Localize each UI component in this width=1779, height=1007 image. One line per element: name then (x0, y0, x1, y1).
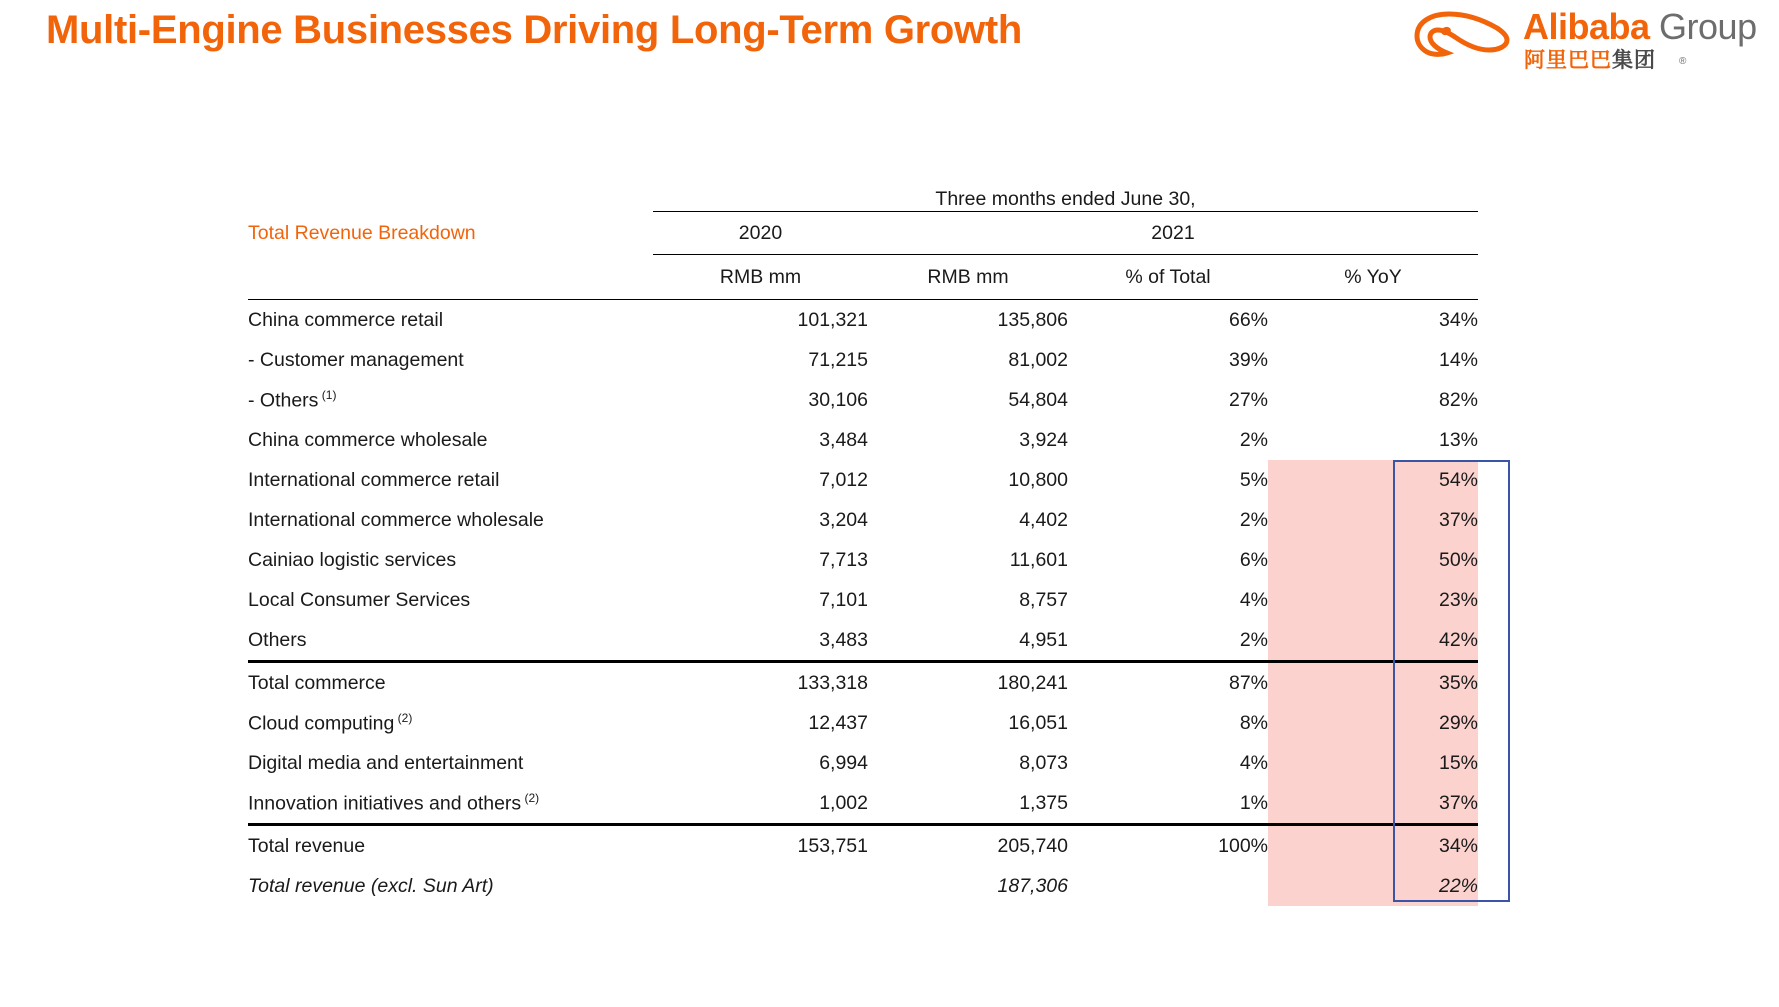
cell-pct-yoy: 13% (1438, 428, 1478, 451)
cell-pct-of-total: 4% (1239, 588, 1268, 611)
row-label: Others (248, 620, 653, 662)
table-row (248, 340, 1478, 380)
row-label: Cloud computing $^{(2)}$ (248, 710, 413, 735)
table-row (248, 500, 1478, 540)
cell-2020: 3,204 (819, 508, 868, 531)
cell-pct-of-total: 2% (1239, 508, 1268, 531)
cell-2021: 1,375 (868, 783, 1068, 825)
alibaba-group-logo (1411, 4, 1761, 70)
table-row (248, 620, 1478, 662)
cell-pct-yoy: 42% (1268, 620, 1478, 662)
table-row (248, 703, 1478, 743)
cell-pct-of-total: 87% (1228, 671, 1268, 694)
cell-2021: 10,800 (1008, 468, 1068, 491)
cell-pct-of-total: 6% (1239, 548, 1268, 571)
cell-2021: 135,806 (997, 308, 1068, 331)
table-row (248, 866, 1478, 906)
cell-2020: 3,483 (653, 620, 868, 662)
unit-pct-yoy: % YoY (1268, 255, 1478, 300)
cell-pct-yoy: 23% (1268, 580, 1478, 620)
table-row (248, 420, 1478, 460)
cell-pct-of-total (1068, 866, 1268, 906)
table-row (248, 580, 1478, 620)
year-2021-header: 2021 (868, 212, 1478, 255)
cell-2020: 12,437 (808, 711, 868, 734)
cell-pct-of-total: 2% (1068, 620, 1268, 662)
alibaba-mark-icon (1411, 10, 1519, 62)
cell-2021: 180,241 (997, 671, 1068, 694)
cell-2020: 7,101 (819, 588, 868, 611)
row-label: Total revenue (excl. Sun Art) (248, 874, 494, 897)
row-label: Total commerce (248, 671, 386, 694)
cell-pct-of-total: 2% (1239, 428, 1268, 451)
table-row (248, 743, 1478, 783)
row-label: International commerce wholesale (248, 508, 544, 531)
row-label: China commerce wholesale (248, 428, 488, 451)
cell-pct-of-total: 66% (1228, 308, 1268, 331)
table-header-units (248, 255, 1478, 300)
cell-pct-yoy: 22% (1268, 866, 1478, 906)
cell-2020: 7,713 (819, 548, 868, 571)
logo-chinese-dark: 集团 (1612, 49, 1656, 72)
page-title: Multi-Engine Businesses Driving Long-Term Growth (46, 8, 1023, 52)
row-label: Innovation initiatives and others $^{(2)}$ (248, 783, 653, 825)
cell-2021: 11,601 (1009, 548, 1068, 571)
unit-rmb-2020: RMB mm (653, 255, 868, 300)
cell-2021: 8,757 (1019, 588, 1068, 611)
row-label: Digital media and entertainment (248, 751, 524, 774)
table-row (248, 380, 1478, 420)
table-row (248, 540, 1478, 580)
table-body (248, 300, 1478, 907)
footnote-marker: (1) (318, 387, 337, 402)
unit-pct-of-total: % of Total (1068, 255, 1268, 300)
cell-2020: 71,215 (808, 348, 868, 371)
cell-pct-of-total: 5% (1239, 468, 1268, 491)
cell-2021: 3,924 (1019, 428, 1068, 451)
cell-2020: 153,751 (797, 834, 868, 857)
logo-name-sub: Group (1659, 6, 1757, 47)
row-label: - Others $^{(1)}$ (248, 387, 337, 412)
cell-2020: 3,484 (819, 428, 868, 451)
cell-pct-yoy: 82% (1438, 388, 1478, 411)
cell-pct-yoy: 34% (1268, 825, 1478, 867)
cell-2020: 133,318 (797, 671, 868, 694)
unit-rmb-2021: RMB mm (868, 255, 1068, 300)
cell-2020: 30,106 (808, 388, 868, 411)
cell-pct-of-total: 1% (1068, 783, 1268, 825)
cell-pct-of-total: 100% (1218, 834, 1268, 857)
logo-chinese-name (1524, 44, 1656, 74)
cell-pct-yoy: 34% (1438, 308, 1478, 331)
cell-2021: 54,804 (1008, 388, 1068, 411)
table-row (248, 825, 1478, 867)
cell-2021: 4,951 (868, 620, 1068, 662)
registered-mark: ® (1679, 56, 1687, 67)
footnote-marker: (2) (394, 710, 413, 725)
cell-2021: 16,051 (1008, 711, 1068, 734)
table-header-years (248, 212, 1478, 255)
cell-pct-yoy: 50% (1268, 540, 1478, 580)
cell-2020 (653, 866, 868, 906)
row-label: International commerce retail (248, 468, 500, 491)
cell-pct-of-total: 4% (1239, 751, 1268, 774)
cell-2021: 205,740 (997, 834, 1068, 857)
cell-pct-yoy: 35% (1268, 662, 1478, 704)
cell-2020: 1,002 (653, 783, 868, 825)
period-header: Three months ended June 30, (653, 188, 1478, 212)
row-label: Total revenue (248, 834, 366, 857)
logo-name-main: Alibaba (1523, 6, 1650, 47)
slide-header (0, 0, 1779, 86)
cell-pct-yoy: 37% (1268, 500, 1478, 540)
cell-2021: 4,402 (1019, 508, 1068, 531)
cell-2020: 6,994 (819, 751, 868, 774)
cell-pct-yoy: 37% (1268, 783, 1478, 825)
cell-pct-of-total: 27% (1228, 388, 1268, 411)
cell-2021: 187,306 (997, 874, 1068, 897)
table-row (248, 300, 1478, 341)
cell-pct-yoy: 14% (1438, 348, 1478, 371)
logo-chinese-main: 阿里巴巴 (1524, 49, 1612, 72)
row-label: - Customer management (248, 348, 464, 371)
cell-pct-yoy: 54% (1268, 460, 1478, 500)
cell-pct-yoy: 15% (1268, 743, 1478, 783)
cell-2021: 81,002 (1008, 348, 1068, 371)
year-2020-header: 2020 (653, 212, 868, 255)
row-label: China commerce retail (248, 308, 444, 331)
revenue-breakdown-table (248, 188, 1478, 906)
table-row (248, 460, 1478, 500)
cell-2020: 7,012 (819, 468, 868, 491)
breakdown-title: Total Revenue Breakdown (248, 221, 476, 244)
logo-wordmark (1523, 6, 1757, 48)
cell-2020: 101,321 (797, 308, 868, 331)
row-label: Local Consumer Services (248, 588, 471, 611)
cell-pct-yoy: 29% (1268, 703, 1478, 743)
table-row (248, 662, 1478, 704)
table-row (248, 783, 1478, 825)
table-header-period (248, 188, 1478, 212)
row-label: Cainiao logistic services (248, 548, 457, 571)
cell-pct-of-total: 8% (1239, 711, 1268, 734)
cell-pct-of-total: 39% (1228, 348, 1268, 371)
footnote-marker: (2) (521, 790, 540, 805)
cell-2021: 8,073 (1019, 751, 1068, 774)
